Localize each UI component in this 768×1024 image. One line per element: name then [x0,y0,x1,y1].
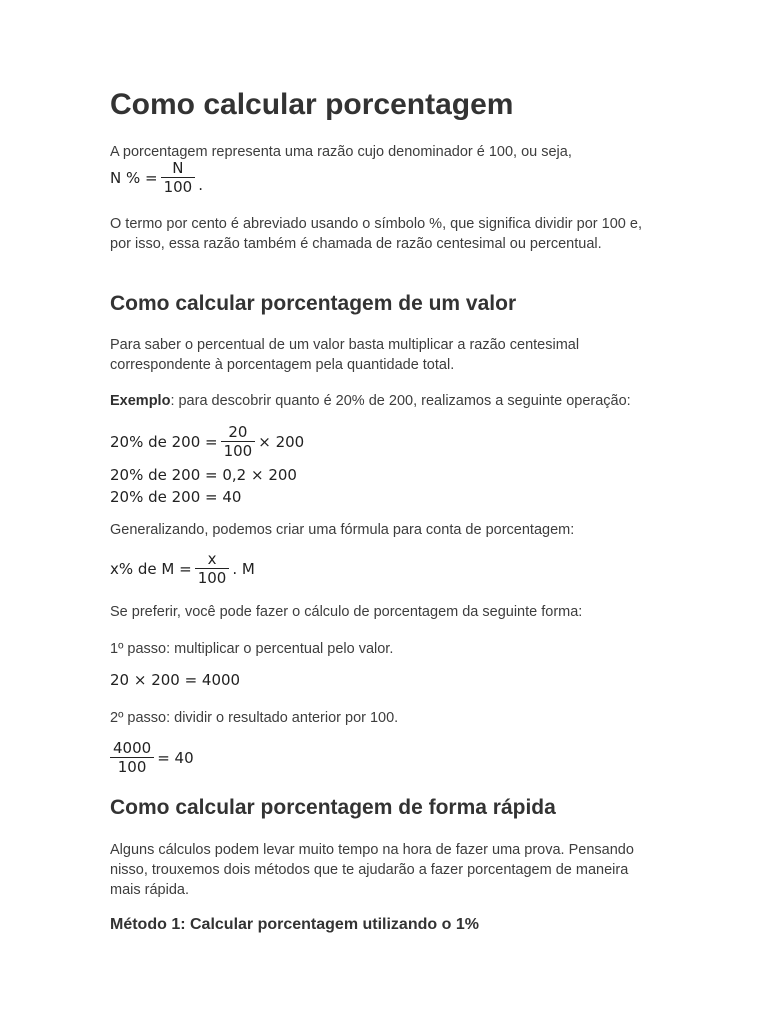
intro-paragraph: A porcentagem representa uma razão cujo denominador é 100, ou seja, [110,144,572,160]
symbol-paragraph: O termo por cento é abreviado usando o símbolo %, que significa dividir por 100 e, por isso, essa razão também é chamada de razão centesimal ou percentual. [110,216,642,252]
eq1-left: 20% de 200 = [110,433,218,451]
rapida-paragraph: Alguns cálculos podem levar muito tempo na hora de fazer uma prova. Pensando nisso, trouxemos dois métodos que te ajudarão a fazer porcentagem de maneira mais rápida. [110,842,634,898]
percent-definition-formula [110,160,203,196]
formula-left: N % = [110,169,158,187]
general-denominator: 100 [195,568,230,587]
general-paragraph: Generalizando, podemos criar uma fórmula para conta de porcentagem: [110,522,575,538]
general-formula-left: x% de M = [110,560,192,578]
prefer-paragraph: Se preferir, você pode fazer o cálculo de porcentagem da seguinte forma: [110,604,583,620]
example-label: Exemplo [110,393,171,409]
general-numerator: x [207,550,217,568]
formula-end: . [198,176,203,194]
step2-paragraph: 2º passo: dividir o resultado anterior por 100. [110,710,399,726]
general-fraction [195,551,230,587]
step2-numerator: 4000 [113,739,152,757]
step2-equation [110,740,194,776]
valor-paragraph: Para saber o percentual de um valor basta multiplicar a razão centesimal correspondente à porcentagem pela quantidade total. [110,337,580,373]
fraction-denominator: 100 [161,177,196,196]
step1-equation: 20 × 200 = 4000 [110,671,241,689]
eq1-fraction [221,424,256,460]
section-heading-valor: Como calcular porcentagem de um valor [110,292,517,315]
section-heading-rapida: Como calcular porcentagem de forma rápida [110,796,556,819]
eq1-numerator: 20 [228,423,248,441]
step2-denominator: 100 [110,757,154,776]
example-text: : para descobrir quanto é 20% de 200, realizamos a seguinte operação: [170,393,631,409]
general-formula [110,551,255,587]
method1-heading: Método 1: Calcular porcentagem utilizando o 1% [110,916,479,933]
example-equation-1 [110,424,304,460]
general-formula-right: . M [232,560,255,578]
fraction-numerator: N [172,159,184,177]
step2-fraction [110,740,154,776]
step2-right: = 40 [157,749,194,767]
eq1-right: × 200 [258,433,305,451]
page-title: Como calcular porcentagem [110,88,514,121]
example-equation-3: 20% de 200 = 40 [110,488,242,506]
step1-paragraph: 1º passo: multiplicar o percentual pelo valor. [110,641,394,657]
fraction [161,160,196,196]
example-equation-2: 20% de 200 = 0,2 × 200 [110,466,297,484]
example-paragraph [110,391,670,411]
eq1-denominator: 100 [221,441,256,460]
